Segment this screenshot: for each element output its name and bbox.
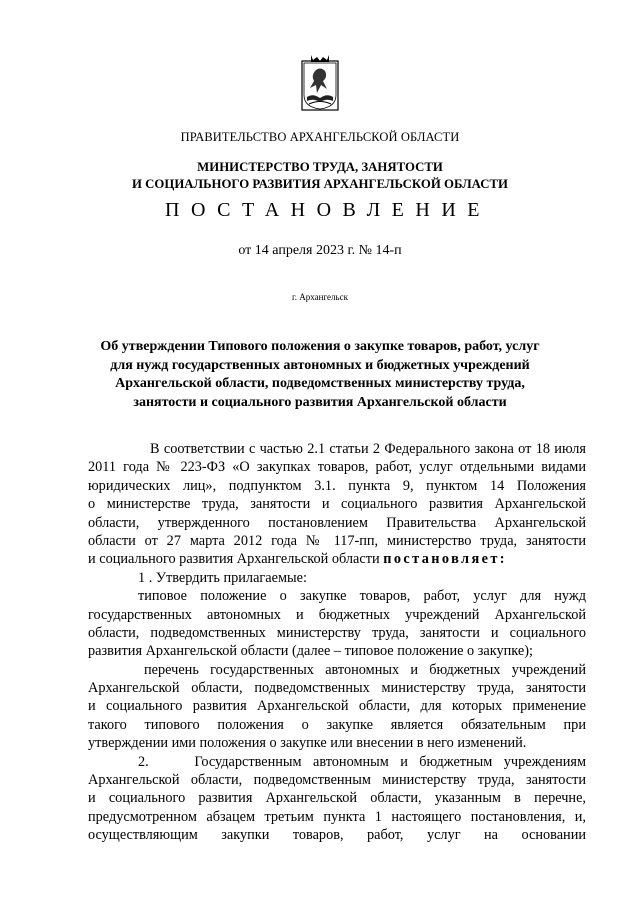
decree-keyword: постановляет: xyxy=(383,551,507,568)
body-line: Архангельской области, подведомственным министерству труда, занятости xyxy=(88,772,586,789)
body-line: Архангельской области, подведомственных министерству труда, занятости xyxy=(88,680,586,697)
body-line: типовое положение о закупке товаров, работ, услуг для нужд xyxy=(138,588,586,605)
body-text: и социального развития Архангельской области xyxy=(88,551,380,568)
document-body xyxy=(88,440,586,845)
body-line: области, подведомственных министерству труда, занятости и социального xyxy=(88,624,586,641)
coat-of-arms-emblem xyxy=(301,55,339,111)
body-line: и социального развития Архангельской области, для которых применение xyxy=(88,698,586,715)
body-line: государственных автономных и бюджетных учреждений Архангельской xyxy=(88,606,586,623)
ministry-line-2: И СОЦИАЛЬНОГО РАЗВИТИЯ АРХАНГЕЛЬСКОЙ ОБЛАСТИ xyxy=(132,177,508,191)
document-type: ПОСТАНОВЛЕНИЕ xyxy=(165,199,491,221)
ministry-line-1: МИНИСТЕРСТВО ТРУДА, ЗАНЯТОСТИ xyxy=(197,160,443,174)
body-line: юридических лиц», подпунктом 3.1. пункта 9, пунктом 14 Положения xyxy=(88,477,586,494)
ministry-name xyxy=(0,159,640,193)
item-2: 2. Государственным автономным и бюджетным учреждениям xyxy=(138,753,586,770)
subject-line: занятости и социального развития Архангельской области xyxy=(133,394,507,410)
body-line: утверждении ими положения о закупке или внесении в него изменений. xyxy=(88,735,527,752)
body-line: перечень государственных автономных и бюджетных учреждений xyxy=(144,661,586,678)
body-line: области от 27 марта 2012 года № 117-пп, министерство труда, занятости xyxy=(88,532,586,549)
body-line: В соответствии с частью 2.1 статьи 2 Федерального закона от 18 июля xyxy=(150,441,586,457)
body-line: области, утвержденного постановлением Правительства Архангельской xyxy=(88,514,586,531)
body-line: такого типового положения о закупке является обязательным при xyxy=(88,716,586,733)
body-line: развития Архангельской области (далее – типовое положение о закупке); xyxy=(88,643,533,660)
item-1: 1 . Утвердить прилагаемые: xyxy=(138,569,307,586)
decree-subject xyxy=(0,338,640,412)
body-line: и социального развития Архангельской области, указанным в перечне, xyxy=(88,790,586,807)
decree-date-number: от 14 апреля 2023 г. № 14-п xyxy=(238,243,402,258)
body-line: 2011 года № 223-ФЗ «О закупках товаров, работ, услуг отдельными видами xyxy=(88,459,586,476)
government-name: ПРАВИТЕЛЬСТВО АРХАНГЕЛЬСКОЙ ОБЛАСТИ xyxy=(180,130,460,144)
subject-line: Архангельской области, подведомственных министерству труда, xyxy=(115,376,525,391)
body-line: о министерстве труда, занятости и социального развития Архангельской xyxy=(88,496,586,513)
subject-line: Об утверждении Типового положения о закупке товаров, работ, услуг xyxy=(100,339,540,354)
subject-line: для нужд государственных автономных и бюджетных учреждений xyxy=(110,357,530,373)
body-line xyxy=(88,550,586,568)
body-line: осуществляющим закупки товаров, работ, услуг на основании xyxy=(88,827,586,844)
body-line: предусмотренном абзацем третьим пункта 1 настоящего постановления, и, xyxy=(88,808,586,825)
city-name: г. Архангельск xyxy=(292,292,348,302)
